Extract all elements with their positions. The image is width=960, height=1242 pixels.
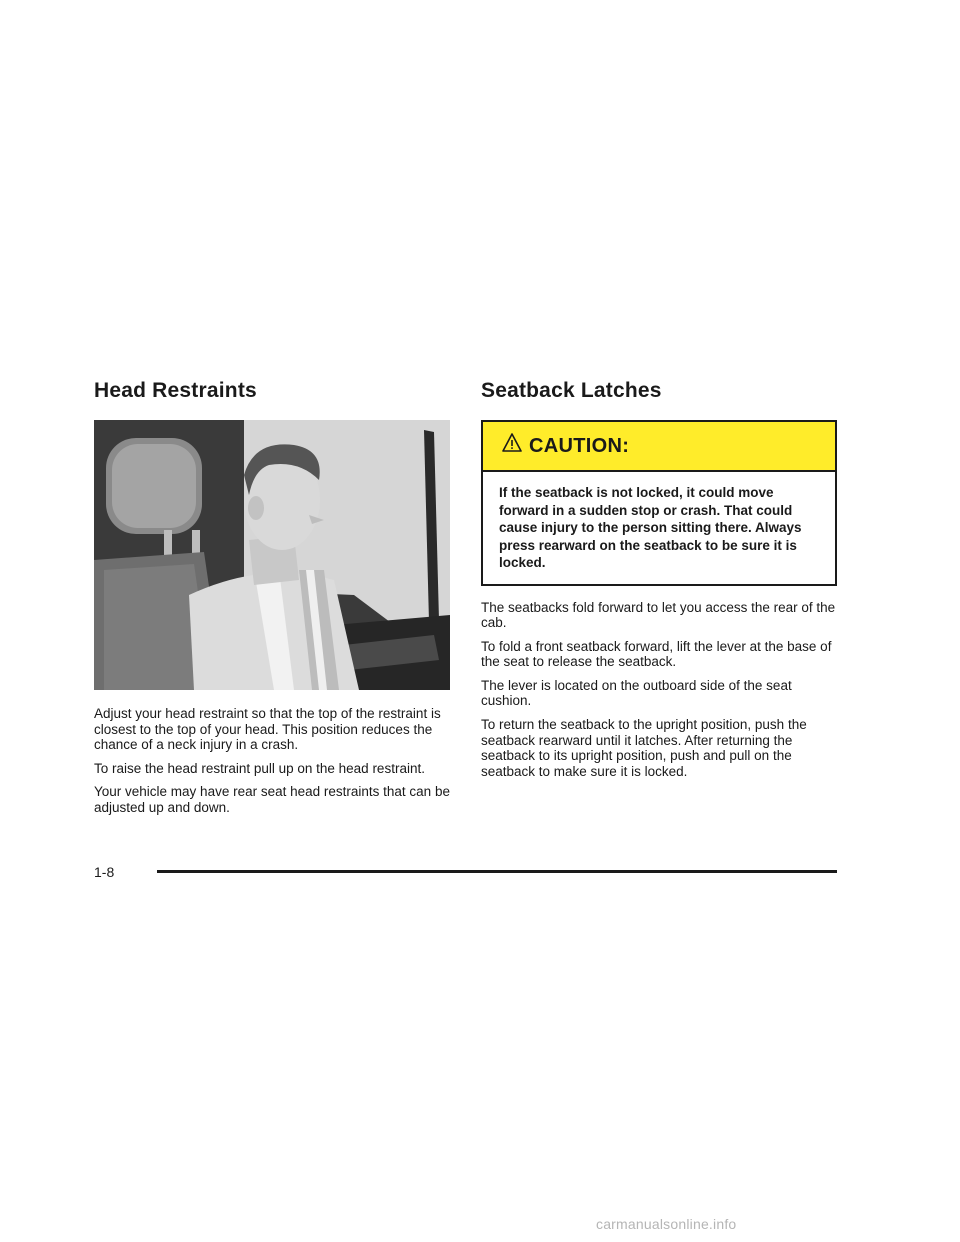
paragraph: To raise the head restraint pull up on the head restraint.	[94, 760, 425, 776]
watermark: carmanualsonline.info	[596, 1216, 737, 1232]
paragraph: The lever is located on the outboard side of the seat cushion.	[481, 677, 792, 709]
footer-rule	[157, 870, 837, 873]
section-heading-head-restraints: Head Restraints	[94, 379, 257, 402]
warning-triangle-icon	[501, 432, 523, 454]
caution-box	[481, 420, 837, 586]
paragraph: Your vehicle may have rear seat head restraints that can be adjusted up and down.	[94, 784, 450, 815]
caution-text: If the seatback is not locked, it could move forward in a sudden stop or crash. That could cause injury to the person sitting there. Always press rearward on the seatback to be sure it is locked.	[499, 485, 802, 570]
page-number: 1-8	[94, 864, 115, 880]
paragraph: To return the seatback to the upright position, push the seatback rearward until it latches. After returning the seatback to its upright position, push and pull on the seatback to make sure it is locked.	[481, 717, 807, 779]
paragraph: To fold a front seatback forward, lift the lever at the base of the seat to release the seatback.	[481, 638, 832, 670]
caution-title: CAUTION:	[529, 434, 630, 457]
paragraph: The seatbacks fold forward to let you access the rear of the cab.	[481, 599, 836, 631]
paragraph: Adjust your head restraint so that the top of the restraint is closest to the top of your head. This position reduces the chance of a neck injury in a crash.	[94, 706, 441, 753]
head-restraint-illustration	[94, 420, 450, 690]
section-heading-seatback-latches: Seatback Latches	[481, 379, 662, 402]
caution-body	[483, 472, 835, 584]
caution-header	[483, 422, 835, 472]
head-restraints-section	[94, 378, 450, 824]
seatback-latches-section	[481, 378, 837, 787]
